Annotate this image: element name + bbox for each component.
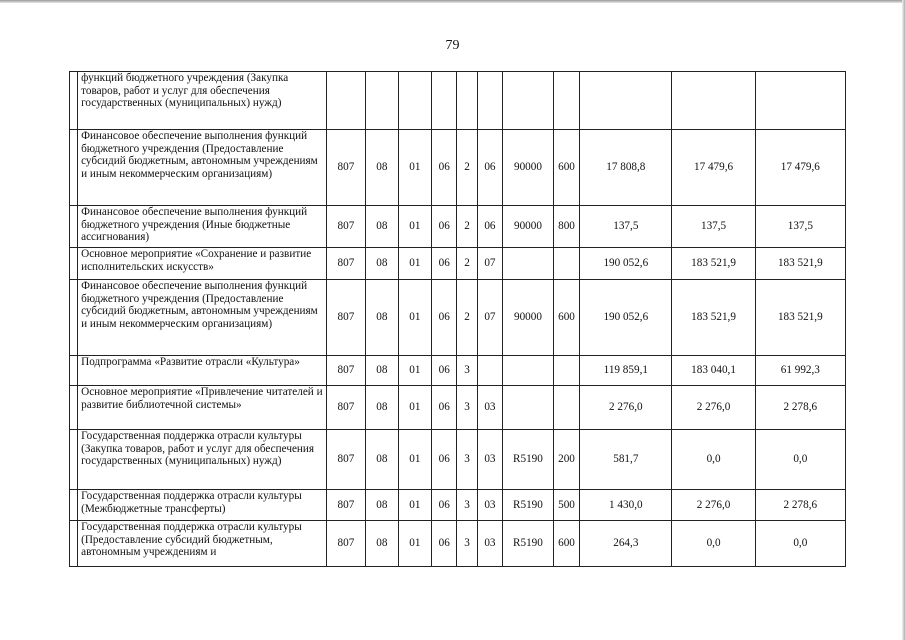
amount-year-3: 183 521,9 [755, 280, 845, 356]
amount-year-2: 183 040,1 [672, 356, 755, 386]
target-code-program: 06 [432, 280, 457, 356]
target-code-subprogram: 3 [457, 430, 477, 490]
target-code-program: 06 [432, 521, 457, 567]
expense-type-code: 600 [553, 130, 579, 206]
amount-year-2: 0,0 [672, 430, 755, 490]
grbs-code: 807 [326, 386, 366, 430]
amount-year-1: 581,7 [580, 430, 672, 490]
scan-edge-top [0, 0, 905, 3]
target-code-measure: 03 [477, 521, 502, 567]
subsection-code: 01 [398, 248, 431, 280]
amount-year-3: 183 521,9 [755, 248, 845, 280]
target-code-direction: R5190 [503, 490, 554, 521]
row-marker-cell [70, 386, 78, 430]
target-code-direction [503, 248, 554, 280]
target-code-subprogram [457, 72, 477, 130]
grbs-code: 807 [326, 280, 366, 356]
section-code: 08 [366, 386, 398, 430]
expense-type-code [553, 386, 579, 430]
section-code: 08 [366, 248, 398, 280]
grbs-code: 807 [326, 521, 366, 567]
amount-year-2: 183 521,9 [672, 248, 755, 280]
subsection-code: 01 [398, 430, 431, 490]
amount-year-3: 137,5 [755, 206, 845, 248]
amount-year-3 [755, 72, 845, 130]
row-description: Государственная поддержка отрасли культуры (Предоставление субсидий бюджетным, автономным учреждениям и [78, 521, 327, 567]
row-description: Основное мероприятие «Сохранение и развитие исполнительских искусств» [78, 248, 327, 280]
table-row [70, 356, 846, 386]
section-code: 08 [366, 430, 398, 490]
expense-type-code: 600 [553, 280, 579, 356]
target-code-program: 06 [432, 430, 457, 490]
row-description: Основное мероприятие «Привлечение читателей и развитие библиотечной системы» [78, 386, 327, 430]
amount-year-2: 2 276,0 [672, 490, 755, 521]
grbs-code: 807 [326, 206, 366, 248]
expense-type-code: 500 [553, 490, 579, 521]
target-code-subprogram: 3 [457, 356, 477, 386]
section-code: 08 [366, 280, 398, 356]
row-marker-cell [70, 280, 78, 356]
target-code-direction: 90000 [503, 206, 554, 248]
grbs-code: 807 [326, 130, 366, 206]
amount-year-2: 183 521,9 [672, 280, 755, 356]
table-row [70, 72, 846, 130]
row-marker-cell [70, 430, 78, 490]
amount-year-3: 2 278,6 [755, 386, 845, 430]
target-code-program: 06 [432, 248, 457, 280]
table-row [70, 248, 846, 280]
row-marker-cell [70, 130, 78, 206]
page-number: 79 [445, 38, 460, 53]
grbs-code [326, 72, 366, 130]
amount-year-2: 17 479,6 [672, 130, 755, 206]
grbs-code: 807 [326, 356, 366, 386]
amount-year-1: 2 276,0 [580, 386, 672, 430]
target-code-direction: 90000 [503, 130, 554, 206]
amount-year-3: 17 479,6 [755, 130, 845, 206]
target-code-measure [477, 72, 502, 130]
row-description: Государственная поддержка отрасли культуры (Закупка товаров, работ и услуг для обеспечения государственных (муниципальных) нужд) [78, 430, 327, 490]
amount-year-3: 2 278,6 [755, 490, 845, 521]
target-code-measure: 03 [477, 430, 502, 490]
section-code: 08 [366, 356, 398, 386]
amount-year-2: 2 276,0 [672, 386, 755, 430]
amount-year-2: 0,0 [672, 521, 755, 567]
section-code: 08 [366, 521, 398, 567]
amount-year-2: 137,5 [672, 206, 755, 248]
target-code-direction [503, 386, 554, 430]
amount-year-1: 119 859,1 [580, 356, 672, 386]
row-description: Финансовое обеспечение выполнения функций бюджетного учреждения (Предоставление субсидий бюджетным, автономным учреждениям и иным некоммерческим организациям) [78, 130, 327, 206]
table-row [70, 386, 846, 430]
expense-type-code: 800 [553, 206, 579, 248]
grbs-code: 807 [326, 248, 366, 280]
target-code-subprogram: 3 [457, 490, 477, 521]
amount-year-1: 17 808,8 [580, 130, 672, 206]
subsection-code: 01 [398, 280, 431, 356]
amount-year-3: 0,0 [755, 521, 845, 567]
row-marker-cell [70, 248, 78, 280]
subsection-code: 01 [398, 386, 431, 430]
row-description: Государственная поддержка отрасли культуры (Межбюджетные трансферты) [78, 490, 327, 521]
subsection-code: 01 [398, 490, 431, 521]
target-code-measure: 03 [477, 490, 502, 521]
amount-year-3: 0,0 [755, 430, 845, 490]
subsection-code: 01 [398, 206, 431, 248]
amount-year-3: 61 992,3 [755, 356, 845, 386]
row-marker-cell [70, 521, 78, 567]
row-marker-cell [70, 356, 78, 386]
expense-type-code: 200 [553, 430, 579, 490]
target-code-measure: 06 [477, 206, 502, 248]
row-marker-cell [70, 490, 78, 521]
row-marker-cell [70, 206, 78, 248]
expense-type-code [553, 248, 579, 280]
section-code: 08 [366, 130, 398, 206]
row-description: Финансовое обеспечение выполнения функций бюджетного учреждения (Предоставление субсидий бюджетным, автономным учреждениям и иным некоммерческим организациям) [78, 280, 327, 356]
section-code: 08 [366, 490, 398, 521]
target-code-measure: 07 [477, 248, 502, 280]
table-row [70, 206, 846, 248]
target-code-measure: 07 [477, 280, 502, 356]
target-code-program: 06 [432, 206, 457, 248]
table-row [70, 430, 846, 490]
amount-year-1: 1 430,0 [580, 490, 672, 521]
target-code-measure [477, 356, 502, 386]
target-code-subprogram: 2 [457, 130, 477, 206]
subsection-code: 01 [398, 521, 431, 567]
target-code-subprogram: 2 [457, 280, 477, 356]
amount-year-1: 137,5 [580, 206, 672, 248]
amount-year-1: 190 052,6 [580, 280, 672, 356]
row-description: Финансовое обеспечение выполнения функций бюджетного учреждения (Иные бюджетные ассигнования) [78, 206, 327, 248]
target-code-direction: 90000 [503, 280, 554, 356]
amount-year-1 [580, 72, 672, 130]
subsection-code [398, 72, 431, 130]
table-row [70, 521, 846, 567]
target-code-subprogram: 3 [457, 386, 477, 430]
grbs-code: 807 [326, 430, 366, 490]
target-code-subprogram: 3 [457, 521, 477, 567]
subsection-code: 01 [398, 130, 431, 206]
section-code: 08 [366, 206, 398, 248]
target-code-measure: 03 [477, 386, 502, 430]
table-row [70, 130, 846, 206]
target-code-direction [503, 72, 554, 130]
expense-type-code: 600 [553, 521, 579, 567]
expense-type-code [553, 356, 579, 386]
subsection-code: 01 [398, 356, 431, 386]
target-code-direction: R5190 [503, 521, 554, 567]
target-code-direction [503, 356, 554, 386]
target-code-program: 06 [432, 386, 457, 430]
section-code [366, 72, 398, 130]
amount-year-1: 190 052,6 [580, 248, 672, 280]
grbs-code: 807 [326, 490, 366, 521]
expense-type-code [553, 72, 579, 130]
table-row [70, 280, 846, 356]
amount-year-2 [672, 72, 755, 130]
target-code-program: 06 [432, 490, 457, 521]
amount-year-1: 264,3 [580, 521, 672, 567]
row-description: функций бюджетного учреждения (Закупка товаров, работ и услуг для обеспечения государственных (муниципальных) нужд) [78, 72, 327, 130]
table-row [70, 490, 846, 521]
target-code-subprogram: 2 [457, 206, 477, 248]
target-code-subprogram: 2 [457, 248, 477, 280]
target-code-program [432, 72, 457, 130]
budget-table [69, 71, 846, 567]
row-description: Подпрограмма «Развитие отрасли «Культура» [78, 356, 327, 386]
target-code-program: 06 [432, 130, 457, 206]
target-code-measure: 06 [477, 130, 502, 206]
row-marker-cell [70, 72, 78, 130]
target-code-program: 06 [432, 356, 457, 386]
target-code-direction: R5190 [503, 430, 554, 490]
